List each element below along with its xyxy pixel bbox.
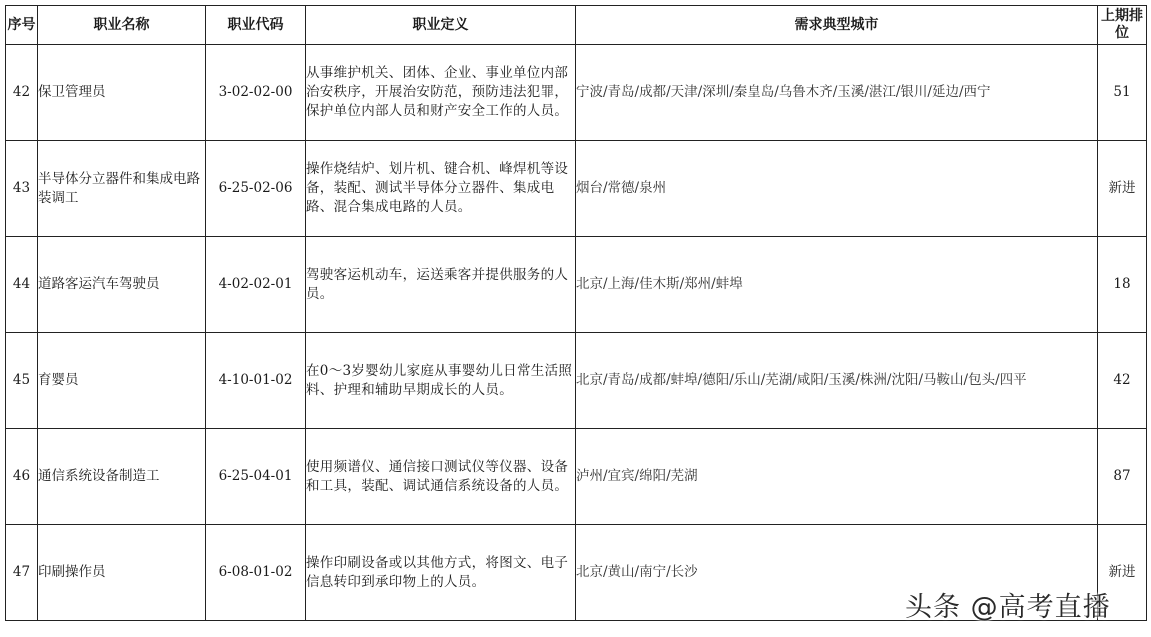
row-definition: 驾驶客运机动车，运送乘客并提供服务的人员。 [306, 237, 576, 333]
row-cities: 北京/黄山/南宁/长沙 [576, 525, 1098, 621]
header-cities: 需求典型城市 [576, 6, 1098, 45]
row-num: 46 [6, 429, 38, 525]
row-cities: 北京/上海/佳木斯/郑州/蚌埠 [576, 237, 1098, 333]
row-cities: 北京/青岛/成都/蚌埠/德阳/乐山/芜湖/咸阳/玉溪/株洲/沈阳/马鞍山/包头/四平 [576, 333, 1098, 429]
row-previous-rank: 87 [1098, 429, 1147, 525]
row-definition: 使用频谱仪、通信接口测试仪等仪器、设备和工具，装配、调试通信系统设备的人员。 [306, 429, 576, 525]
row-cities: 泸州/宜宾/绵阳/芜湖 [576, 429, 1098, 525]
table-row [6, 237, 1147, 333]
table-row [6, 429, 1147, 525]
row-num: 47 [6, 525, 38, 621]
row-occupation-code: 6-08-01-02 [206, 525, 306, 621]
watermark: 头条 @高考直播 [905, 592, 1111, 623]
row-occupation-name: 育婴员 [38, 333, 206, 429]
row-occupation-name: 通信系统设备制造工 [38, 429, 206, 525]
row-previous-rank: 18 [1098, 237, 1147, 333]
row-previous-rank: 42 [1098, 333, 1147, 429]
row-occupation-code: 6-25-04-01 [206, 429, 306, 525]
row-occupation-name: 半导体分立器件和集成电路装调工 [38, 141, 206, 237]
row-num: 44 [6, 237, 38, 333]
header-rank: 上期排位 [1098, 6, 1147, 45]
row-occupation-code: 6-25-02-06 [206, 141, 306, 237]
row-occupation-name: 道路客运汽车驾驶员 [38, 237, 206, 333]
table-row [6, 333, 1147, 429]
row-occupation-name: 印刷操作员 [38, 525, 206, 621]
row-previous-rank: 新进 [1098, 525, 1147, 621]
row-definition: 在0～3岁婴幼儿家庭从事婴幼儿日常生活照料、护理和辅助早期成长的人员。 [306, 333, 576, 429]
row-cities: 宁波/青岛/成都/天津/深圳/秦皇岛/乌鲁木齐/玉溪/湛江/银川/延边/西宁 [576, 45, 1098, 141]
header-definition: 职业定义 [306, 6, 576, 45]
row-cities: 烟台/常德/泉州 [576, 141, 1098, 237]
row-definition: 操作烧结炉、划片机、键合机、峰焊机等设备，装配、测试半导体分立器件、集成电路、混合集成电路的人员。 [306, 141, 576, 237]
table-row [6, 141, 1147, 237]
row-occupation-code: 3-02-02-00 [206, 45, 306, 141]
row-num: 42 [6, 45, 38, 141]
row-previous-rank: 51 [1098, 45, 1147, 141]
row-occupation-code: 4-02-02-01 [206, 237, 306, 333]
table-header-row [6, 6, 1147, 45]
row-definition: 从事维护机关、团体、企业、事业单位内部治安秩序，开展治安防范，预防违法犯罪，保护单位内部人员和财产安全工作的人员。 [306, 45, 576, 141]
header-name: 职业名称 [38, 6, 206, 45]
row-occupation-code: 4-10-01-02 [206, 333, 306, 429]
header-num: 序号 [6, 6, 38, 45]
row-num: 43 [6, 141, 38, 237]
table-row [6, 45, 1147, 141]
row-definition: 操作印刷设备或以其他方式，将图文、电子信息转印到承印物上的人员。 [306, 525, 576, 621]
row-num: 45 [6, 333, 38, 429]
row-occupation-name: 保卫管理员 [38, 45, 206, 141]
header-code: 职业代码 [206, 6, 306, 45]
row-previous-rank: 新进 [1098, 141, 1147, 237]
occupation-table [5, 5, 1147, 621]
